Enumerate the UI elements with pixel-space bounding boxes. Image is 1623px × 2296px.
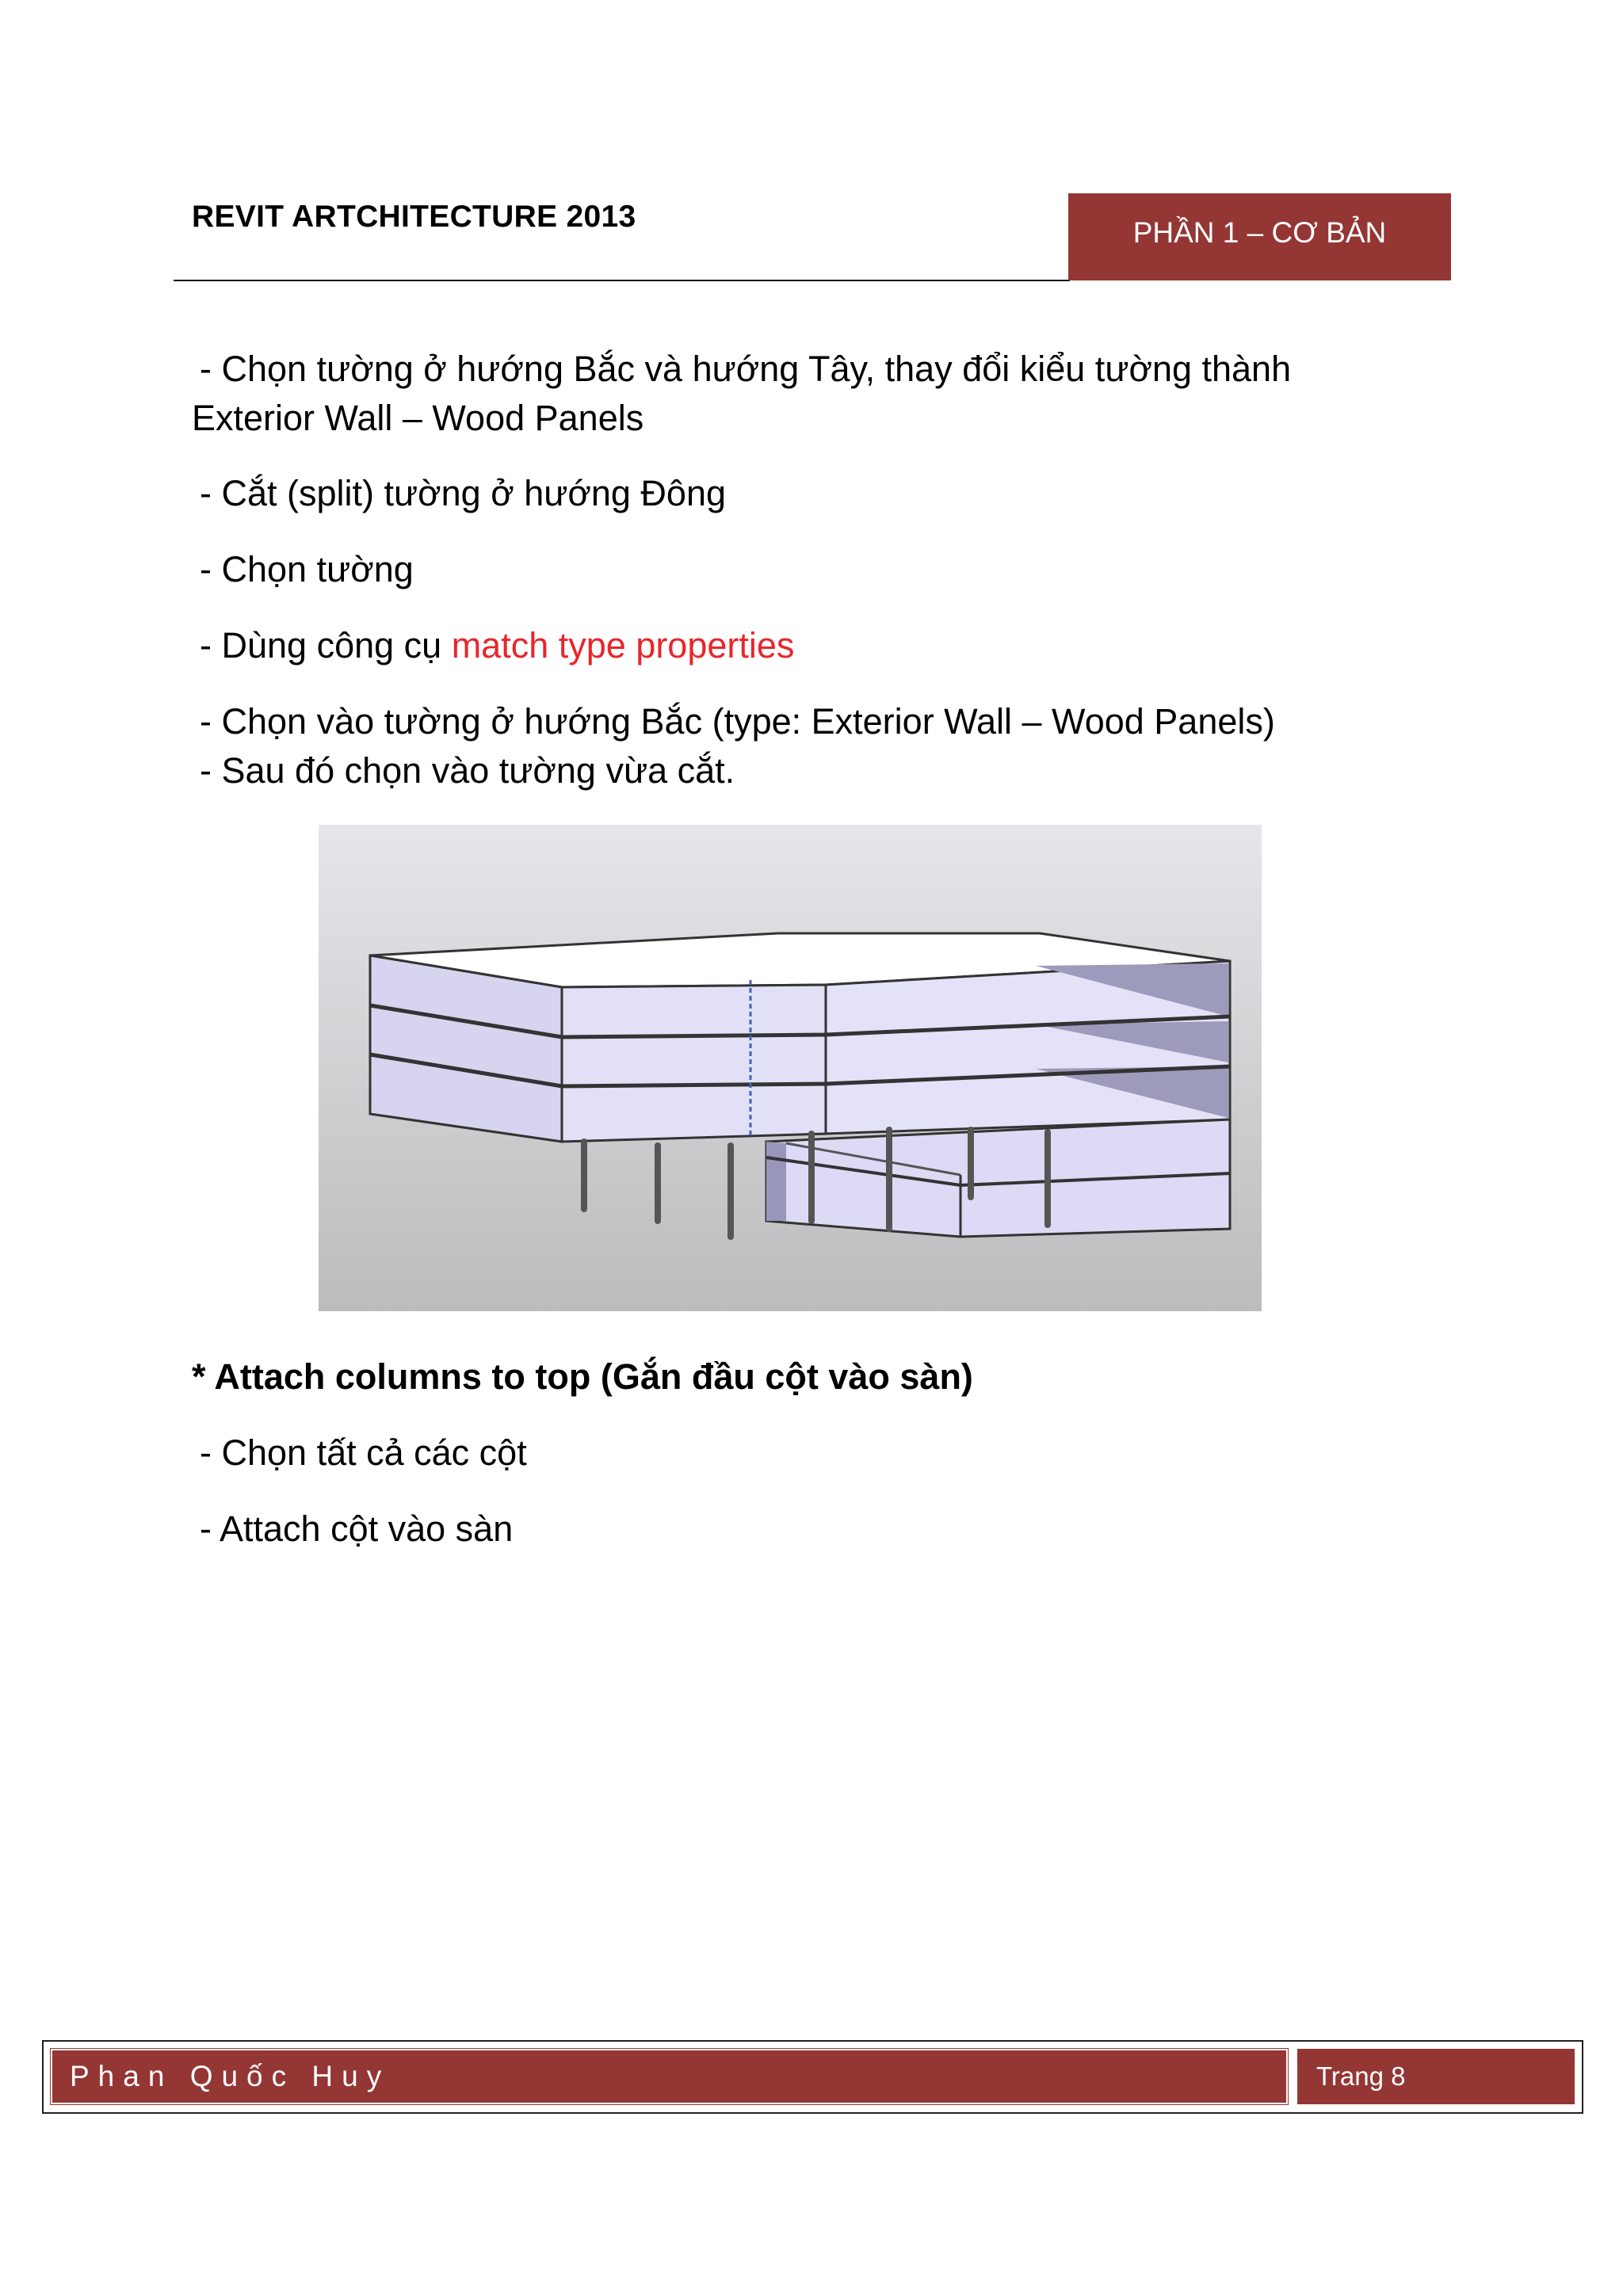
step-1-line-1: - Chọn tường ở hướng Bắc và hướng Tây, thay đổi kiểu tường thành — [200, 349, 1292, 389]
step-6: - Sau đó chọn vào tường vừa cắt. — [200, 750, 735, 791]
step-8: - Attach cột vào sàn — [200, 1508, 514, 1549]
step-1-line-2: Exterior Wall – Wood Panels — [192, 398, 644, 438]
section-label: PHẦN 1 – CƠ BẢN — [1132, 216, 1387, 249]
step-4 — [200, 625, 795, 666]
step-4-prefix: - Dùng công cụ — [200, 625, 452, 666]
page-number: Trang 8 — [1316, 2061, 1406, 2091]
step-2: - Cắt (split) tường ở hướng Đông — [200, 473, 727, 513]
match-type-properties-term: match type properties — [451, 625, 795, 666]
document-title: REVIT ARTCHITECTURE 2013 — [192, 200, 636, 234]
author-name: Phan Quốc Huy — [70, 2060, 391, 2092]
step-5: - Chọn vào tường ở hướng Bắc (type: Exterior Wall – Wood Panels) — [200, 701, 1275, 742]
footer-author — [51, 2049, 1288, 2104]
section-badge — [1068, 193, 1451, 280]
step-7: - Chọn tất cả các cột — [200, 1432, 527, 1473]
section-heading: * Attach columns to top (Gắn đầu cột vào sàn) — [192, 1356, 973, 1397]
building-3d-figure — [319, 825, 1262, 1311]
header-divider — [174, 280, 1070, 281]
step-3: - Chọn tường — [200, 549, 414, 589]
footer-page-box — [1297, 2049, 1575, 2104]
